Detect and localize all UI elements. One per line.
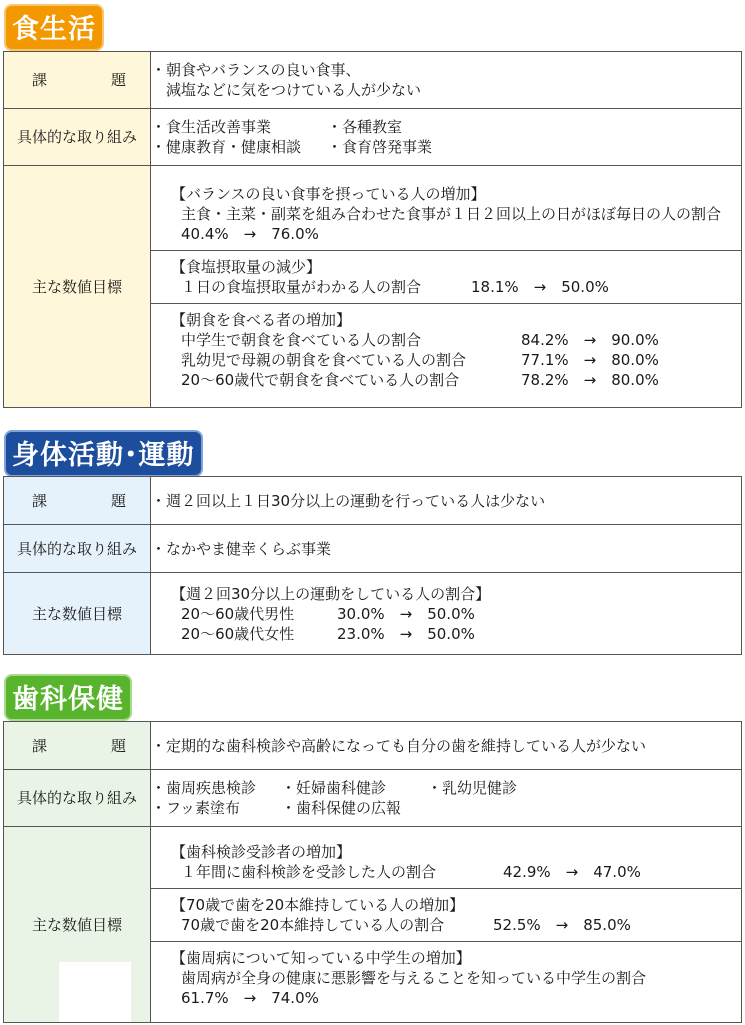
exercise-targets-cell <box>151 573 742 655</box>
diet-torikumi-1: ・食生活改善事業 <box>151 118 272 136</box>
target-row-value: 77.1% → 80.0% <box>521 350 659 369</box>
diet-kadai-header <box>4 52 151 109</box>
target-line: 歯周病が全身の健康に悪影響を与えることを知っている中学生の割合 <box>181 968 647 987</box>
exercise-torikumi-line: ・なかやま健幸くらぶ事業 <box>151 539 332 558</box>
dental-target-1 <box>151 836 741 888</box>
dental-torikumi-2: ・妊婦歯科健診 <box>281 779 387 797</box>
dental-target-3 <box>151 941 741 1014</box>
kadai-label-1: 課 <box>32 491 48 510</box>
target-line: 主食・主菜・副菜を組み合わせた食事が１日２回以上の日がほぼ毎日の人の割合 <box>181 204 722 223</box>
dental-torikumi-3: ・乳幼児健診 <box>427 779 518 797</box>
target-row-value: 52.5% → 85.0% <box>493 915 631 934</box>
section-title-dental: 歯科保健 <box>6 676 130 719</box>
target-row-value: 23.0% → 50.0% <box>337 624 475 643</box>
target-row-label: 20～60歳代女性 <box>181 624 295 643</box>
blank-patch <box>59 962 131 1022</box>
diet-kadai-line-1: ・朝食やバランスの良い食事、 <box>151 61 361 79</box>
target-title: 【朝食を食べる者の増加】 <box>171 310 352 329</box>
target-row <box>171 604 741 624</box>
exercise-table <box>3 476 742 655</box>
diet-torikumi-2: ・各種教室 <box>327 118 403 136</box>
section-title-diet: 食生活 <box>6 6 102 49</box>
diet-kadai-cell <box>151 52 742 109</box>
target-row-value: 42.9% → 47.0% <box>503 862 641 881</box>
target-row-label: １日の食塩摂取量がわかる人の割合 <box>181 277 422 296</box>
target-row-label: 中学生で朝食を食べている人の割合 <box>181 330 422 349</box>
target-row <box>171 915 741 935</box>
target-title: 【歯科検診受診者の増加】 <box>171 842 352 861</box>
target-row-value: 84.2% → 90.0% <box>521 330 659 349</box>
diet-kadai-line-2: 減塩などに気をつけている人が少ない <box>151 81 422 99</box>
diet-torikumi-4: ・食育啓発事業 <box>327 138 433 156</box>
diet-torikumi-3: ・健康教育・健康相談 <box>151 138 302 156</box>
diet-torikumi-cell <box>151 109 742 166</box>
exercise-torikumi-header: 具体的な取り組み <box>4 525 151 573</box>
kadai-label-1: 課 <box>32 71 48 89</box>
diet-target-3 <box>151 303 741 396</box>
exercise-torikumi-cell <box>151 525 742 573</box>
target-row-value: 18.1% → 50.0% <box>471 277 609 296</box>
exercise-target-1 <box>151 578 741 650</box>
exercise-kadai-cell <box>151 477 742 525</box>
target-row <box>171 330 741 350</box>
exercise-kadai-header <box>4 477 151 525</box>
diet-target-1 <box>151 178 741 250</box>
target-line: 40.4% → 76.0% <box>181 224 319 243</box>
dental-targets-cell <box>151 827 742 1023</box>
diet-target-2 <box>151 250 741 303</box>
dental-mokuhyo-header: 主な数値目標 <box>4 827 151 1023</box>
dental-torikumi-cell <box>151 770 742 827</box>
target-title: 【週２回30分以上の運動をしている人の割合】 <box>171 584 491 603</box>
dental-kadai-line-1: ・定期的な歯科検診や高齢になっても自分の歯を維持している人が少ない <box>151 736 647 755</box>
target-row-label: 乳幼児で母親の朝食を食べている人の割合 <box>181 350 467 369</box>
dental-torikumi-4: ・フッ素塗布 <box>151 799 240 817</box>
diet-targets-cell <box>151 166 742 408</box>
kadai-label-2: 題 <box>110 736 126 755</box>
exercise-kadai-line-1: ・週２回以上１日30分以上の運動を行っている人は少ない <box>151 491 546 510</box>
dental-target-2 <box>151 888 741 941</box>
target-line: 61.7% → 74.0% <box>181 988 319 1007</box>
dental-kadai-cell <box>151 722 742 770</box>
diet-torikumi-header: 具体的な取り組み <box>4 109 151 166</box>
target-row-label: 20～60歳代男性 <box>181 604 295 623</box>
target-row <box>171 624 741 644</box>
diet-table <box>3 51 742 408</box>
target-row <box>171 370 741 390</box>
dental-torikumi-header: 具体的な取り組み <box>4 770 151 827</box>
section-title-exercise: 身体活動･運動 <box>6 432 201 475</box>
target-row <box>171 277 741 297</box>
exercise-mokuhyo-header: 主な数値目標 <box>4 573 151 655</box>
kadai-label-1: 課 <box>32 736 48 755</box>
diet-mokuhyo-header: 主な数値目標 <box>4 166 151 408</box>
target-row-value: 78.2% → 80.0% <box>521 370 659 389</box>
target-title: 【食塩摂取量の減少】 <box>171 257 322 276</box>
kadai-label-2: 題 <box>110 71 126 89</box>
target-row-value: 30.0% → 50.0% <box>337 604 475 623</box>
target-row <box>171 350 741 370</box>
target-row-label: 70歳で歯を20本維持している人の割合 <box>181 915 445 934</box>
dental-kadai-header <box>4 722 151 770</box>
target-title: 【70歳で歯を20本維持している人の増加】 <box>171 895 465 914</box>
target-row <box>171 862 741 882</box>
dental-torikumi-5: ・歯科保健の広報 <box>281 799 402 817</box>
kadai-label-2: 題 <box>110 491 126 510</box>
target-title: 【歯周病について知っている中学生の増加】 <box>171 948 471 967</box>
target-row-label: 20～60歳代で朝食を食べている人の割合 <box>181 370 460 389</box>
target-title: 【バランスの良い食事を摂っている人の増加】 <box>171 184 486 203</box>
dental-torikumi-1: ・歯周疾患検診 <box>151 779 257 797</box>
target-row-label: １年間に歯科検診を受診した人の割合 <box>181 862 437 881</box>
